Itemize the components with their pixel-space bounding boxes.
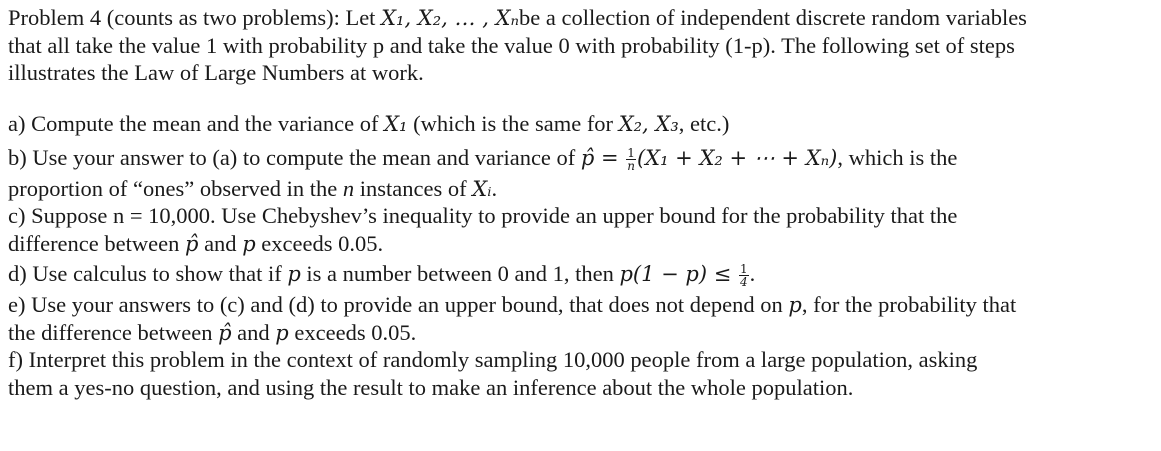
random-variable-list: X₁, X₂, … , Xₙ [381,6,520,30]
part-a [8,107,1156,141]
math-inequality: p(1 − p) ≤ [619,262,738,286]
part-d-text: is a number between 0 and 1, then [300,261,620,286]
math-x2-x3: X₂, X₃ [618,111,679,136]
part-c-text: exceeds 0.05. [255,230,384,256]
math-p: p [788,293,802,317]
fraction-denominator: n [627,158,635,173]
part-c-text: and [198,230,243,256]
fraction-one-over-n [626,147,636,172]
math-phat: p̂ [184,231,199,256]
part-b-line-2 [8,175,1156,203]
math-x1: X₁ [384,111,408,136]
part-e-line-1 [8,291,1156,319]
part-a-line [8,107,1156,141]
part-d-text: d) Use calculus to show that if [8,261,288,286]
part-e-text: , for the probability that [801,292,1017,317]
part-e-text: the difference between [8,319,219,345]
part-e [8,291,1156,346]
part-e-text: e) Use your answers to (c) and (d) to provide an upper bound, that does not depend on [8,292,789,317]
math-p: p [275,320,289,345]
part-b-text: instances of [354,175,473,201]
part-a-text: (which is the same for [407,110,619,136]
part-c-text: difference between [8,230,185,256]
intro-line-1 [8,4,1156,32]
math-phat: p̂ [218,320,232,345]
part-a-text: , etc.) [678,110,730,136]
fraction-numerator: 1 [627,145,635,160]
intro-line-2: that all take the value 1 with probability p and take the value 0 with probability (1-p). The following set of steps [8,32,1015,58]
math-n: n [342,175,355,201]
math-p: p [242,231,256,256]
part-b-line-1 [8,141,1156,175]
part-e-line-2 [8,319,1156,347]
part-c-line-1: c) Suppose n = 10,000. Use Chebyshev’s inequality to provide an upper bound for the probability that the [8,203,958,228]
math-p: p [287,262,301,286]
math-phat-def: p̂ = [580,145,626,170]
part-b-text: . [491,175,498,201]
part-d [8,257,1156,291]
paragraph-gap [8,87,1156,107]
intro-line-3: illustrates the Law of Large Numbers at work. [8,60,424,85]
part-f-line-2: them a yes-no question, and using the result to make an inference about the whole population. [8,374,854,400]
problem-document [8,4,1156,401]
part-a-text: a) Compute the mean and the variance of [8,110,385,136]
part-b-text: proportion of “ones” observed in the [8,175,343,201]
fraction-numerator: 1 [739,262,748,277]
math-xi: Xᵢ [472,176,492,201]
part-b-text: , which is the [837,144,958,170]
part-c [8,202,1156,257]
intro-text: be a collection of independent discrete random variables [519,5,1027,30]
part-c-line-2 [8,230,1156,258]
fraction-one-quarter [739,263,749,288]
part-e-text: exceeds 0.05. [288,319,417,345]
fraction-denominator: 4 [739,275,748,290]
part-f-line-1: f) Interpret this problem in the context of randomly sampling 10,000 people from a large population, asking [8,347,978,372]
intro-text: Problem 4 (counts as two problems): Let [8,5,382,30]
part-b [8,141,1156,203]
part-d-line [8,257,1156,291]
math-sum: (X₁ + X₂ + ⋯ + Xₙ) [636,145,838,170]
problem-intro [8,4,1156,87]
part-e-text: and [231,319,276,345]
part-f [8,346,1156,401]
part-b-text: b) Use your answer to (a) to compute the mean and variance of [8,144,581,170]
part-d-text: . [749,261,756,286]
